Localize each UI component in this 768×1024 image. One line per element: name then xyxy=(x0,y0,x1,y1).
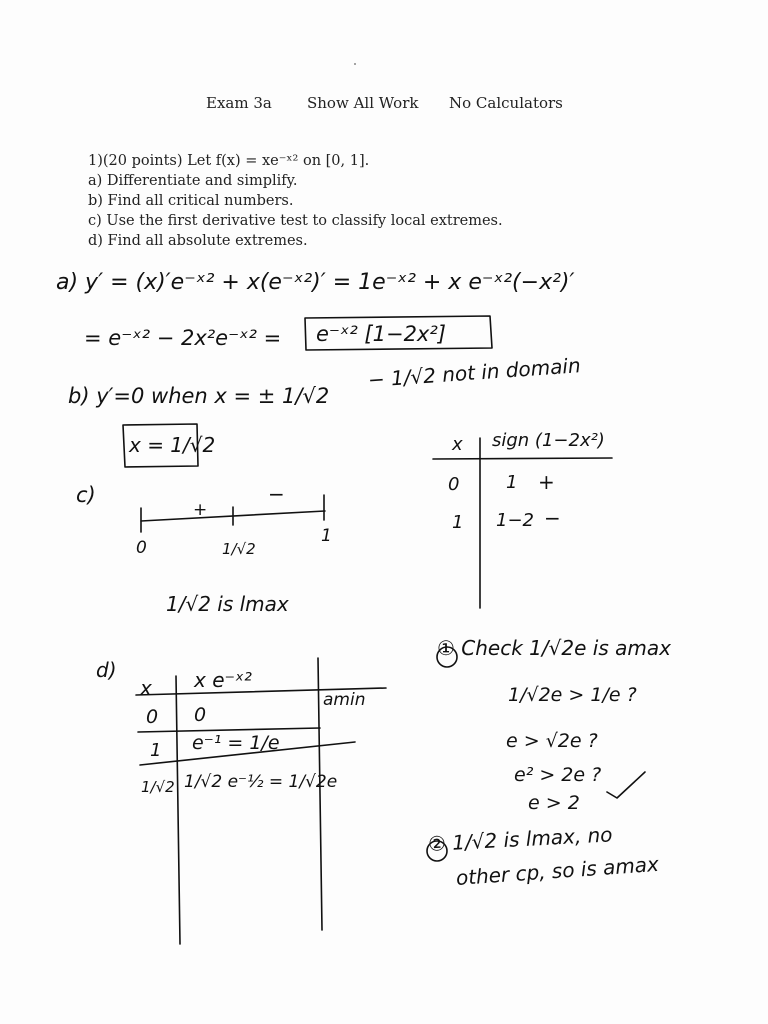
d-table-col-f: x e⁻ˣ² xyxy=(194,668,252,692)
d-table-row1-x: 1 xyxy=(150,740,162,761)
d-table-row0-note: amin xyxy=(323,690,366,710)
number-line-plus: + xyxy=(193,500,208,520)
sign-table-col-x: x xyxy=(452,434,463,455)
checkmark xyxy=(607,772,645,798)
check-line-1: 1/√2e > 1/e ? xyxy=(508,684,637,706)
conclusion-line-2: other cp, so is amax xyxy=(455,851,660,890)
check-line-4: e > 2 xyxy=(528,792,580,814)
check-line-3: e² > 2e ? xyxy=(514,764,602,786)
number-line-label-1: 1 xyxy=(321,526,332,546)
sign-table-row0-val: 1 xyxy=(506,472,518,493)
problem-statement: 1)(20 points) Let f(x) = xe⁻ˣ² on [0, 1]. xyxy=(88,153,370,169)
exam-title: Exam 3a xyxy=(206,94,272,112)
d-table-row2-f: 1/√2 e⁻½ = 1/√2e xyxy=(184,772,338,792)
d-table-row1-f: e⁻¹ = 1/e xyxy=(192,732,280,754)
d-table-col-x: x xyxy=(140,676,152,700)
work-a-boxed-answer: e⁻ˣ² [1−2x²] xyxy=(316,322,446,346)
show-work-note: Show All Work xyxy=(307,94,419,112)
sign-table-col-sign: sign (1−2x²) xyxy=(492,430,605,451)
d-table-vline-2 xyxy=(318,658,322,930)
work-b-answer: x = 1/√2 xyxy=(129,433,216,457)
sign-table-row1-sign: − xyxy=(544,506,561,530)
no-calculators-note: No Calculators xyxy=(449,94,563,112)
sign-table-row0-sign: + xyxy=(538,470,555,494)
sign-table-row1-x: 1 xyxy=(452,512,464,533)
sign-table-row0-x: 0 xyxy=(448,474,460,495)
number-line-minus: − xyxy=(268,482,285,506)
sign-table-hline xyxy=(433,458,612,459)
problem-part-d: d) Find all absolute extremes. xyxy=(88,233,308,249)
work-a-line1: a) y′ = (x)′e⁻ˣ² + x(e⁻ˣ²)′ = 1e⁻ˣ² + x e⁻ˣ²(−x²)′ xyxy=(56,270,575,295)
work-b-line: b) y′=0 when x = ± 1/√2 xyxy=(68,384,330,408)
number-line-label-mid: 1/√2 xyxy=(222,540,256,558)
work-c-conclusion: 1/√2 is lmax xyxy=(166,592,289,616)
number-line-label-0: 0 xyxy=(136,538,147,558)
d-table-row0-x: 0 xyxy=(146,706,159,728)
work-c-label: c) xyxy=(76,483,96,507)
work-b-note: − 1/√2 not in domain xyxy=(367,353,582,392)
check-title: ① Check 1/√2e is amax xyxy=(437,636,671,660)
d-table-row0-f: 0 xyxy=(194,704,207,726)
d-table-vline-1 xyxy=(176,676,180,944)
check-line-2: e > √2e ? xyxy=(506,730,598,752)
work-a-line2: = e⁻ˣ² − 2x²e⁻ˣ² = xyxy=(84,326,282,350)
problem-part-c: c) Use the first derivative test to classify local extremes. xyxy=(88,213,503,229)
work-d-label: d) xyxy=(96,658,117,682)
problem-part-a: a) Differentiate and simplify. xyxy=(88,173,298,189)
sign-table-row1-val: 1−2 xyxy=(496,510,534,531)
conclusion-line-1: ② 1/√2 is lmax, no xyxy=(427,822,614,856)
d-table-row2-x: 1/√2 xyxy=(141,778,175,796)
problem-part-b: b) Find all critical numbers. xyxy=(88,193,294,209)
